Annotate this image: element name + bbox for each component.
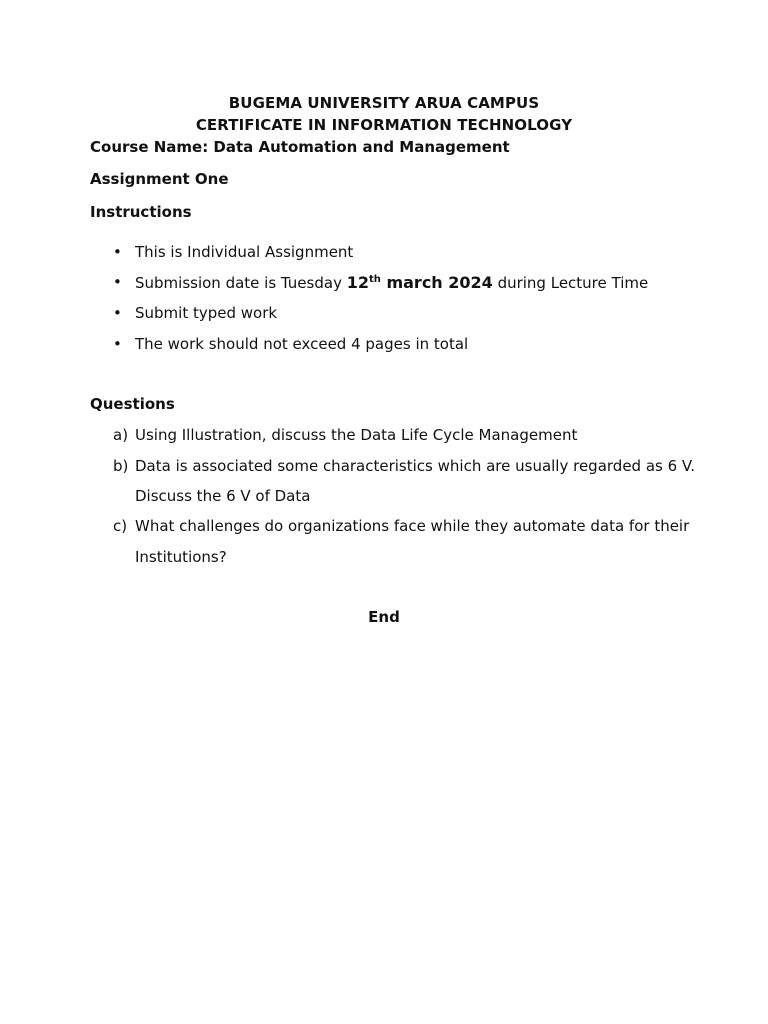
question-text-continued: Discuss the 6 V of Data (135, 487, 311, 505)
submission-day: 12 (346, 273, 369, 292)
bullet-icon: • (113, 243, 122, 261)
question-marker: c) (113, 517, 128, 535)
submission-suffix: during Lecture Time (492, 274, 649, 292)
questions-heading: Questions (90, 395, 175, 413)
course-name: Course Name: Data Automation and Management (90, 138, 510, 156)
bullet-icon: • (113, 273, 122, 291)
submission-prefix: Submission date is Tuesday (135, 274, 347, 292)
question-marker: a) (113, 426, 129, 444)
question-text (135, 517, 690, 535)
assignment-title: Assignment One (90, 170, 229, 188)
instructions-heading: Instructions (90, 203, 192, 221)
question-marker: b) (113, 457, 129, 475)
question-text: Using Illustration, discuss the Data Life Cycle Management (135, 426, 578, 444)
submission-day-suffix: th (368, 274, 381, 285)
bullet-icon: • (113, 304, 122, 322)
end-label: End (368, 608, 400, 626)
instruction-text: Submit typed work (135, 304, 278, 322)
instruction-text (135, 273, 648, 292)
question-text (135, 457, 696, 475)
bullet-icon: • (113, 335, 122, 353)
instruction-text: This is Individual Assignment (135, 243, 354, 261)
submission-month-year: march 2024 (380, 273, 493, 292)
university-title: BUGEMA UNIVERSITY ARUA CAMPUS (228, 94, 540, 112)
question-text-continued: Institutions? (135, 548, 227, 566)
instruction-text: The work should not exceed 4 pages in total (135, 335, 469, 353)
program-title: CERTIFICATE IN INFORMATION TECHNOLOGY (195, 116, 573, 134)
question-line: Data is associated some characteristics which are usually regarded as 6 V. (135, 457, 696, 475)
question-line: What challenges do organizations face while they automate data for their (135, 517, 690, 535)
